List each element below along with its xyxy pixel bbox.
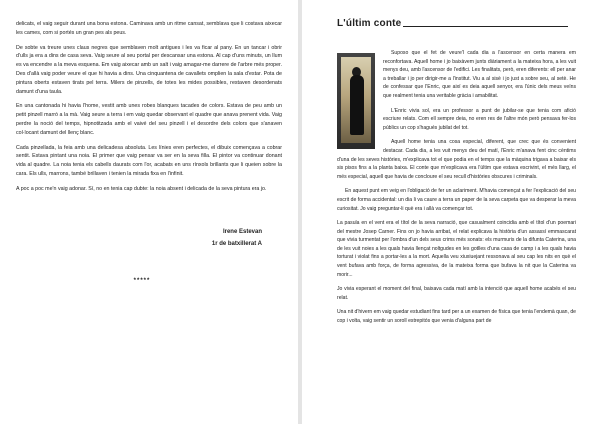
right-paragraph-1: Suposo que el fet de veure'l cada dia a l'ascensor en certa manera em reconfortava. Aquell home i jo baixàvem junts diàriament a la mateixa hora, a les vuit menys deu, amb l'ascensor de l'edifici. Les finalitats, però, eren diferents: ell per anar a treballar i jo per dirigir-me a l'institut. Viu a al sisè i jo just a sobre seu, al setè. He de confessar que l'Enric, que així es deia aquell senyor, era l'únic dels meus veïns que realment tenia una veritable gràcia i amabilitat. — [383, 50, 576, 99]
elevator-photo — [337, 53, 375, 149]
left-column — [16, 20, 282, 284]
title-underline — [403, 26, 568, 27]
right-page — [302, 0, 600, 424]
photo-figure — [350, 75, 364, 135]
author-course: 1r de batxillerat A — [211, 240, 262, 247]
right-paragraph-6: Jo vivia esperant el moment del final, baixava cada matí amb la intenció que aquell home acabés el seu relat. — [337, 286, 576, 301]
author-name: Irene Estevan — [222, 228, 262, 235]
left-paragraph-5: A poc a poc me'n vaig adonar. Sí, no en tenia cap dubte: la noia absent i delicada de la seva pintura era jo. — [16, 185, 267, 192]
right-column — [337, 18, 576, 332]
right-paragraph-4: En aquest punt em veig en l'obligació de fer un aclariment. M'havia començat a fer l'explicació del seu escrit de forma accidental: un dia li va caure a terra un paper de la seva carpeta que va desperar la meva curiositat. Jo vaig preguntar-li què era i allà va començar tot. — [337, 188, 576, 212]
story-title — [337, 18, 576, 29]
right-paragraph-5: La pasula en el vent era el títol de la seva narració, que casualment coincidia amb el títol d'un poemari del mestre Josep Carner. Fins on jo havia arribat, el relat explicava la història d'un assassí emmascarat que vivia turmentat per l'ombra d'un dels seus crims més sonats: els murmuris de la difunta Caterina, una de les vuit noies a les quals havia llençat noltgudes en les gotlles d'una casa de camp i a les quals havia torturat i violat fins a portar-les a la mort. Aquella veu xiuxiuejant ressonava al seu cap les nits en què el vent bufava amb força, de forma agressiva, de la mateixa forma que bufava la nit que la Caterina va morir... — [337, 220, 576, 278]
right-paragraph-3: Aquell home tenia una cosa especial, diferent, que crec que és convenient destacar. Cada dia, a les vuit menys deu del matí, l'Enric m'anava fent cinc cèntims d'una de les seves històries, m'explicava tot el que podia en el temps que la màquina trigava a baixar els sis pisos fins a la planta baixa. El conte que m'explicava era l'últim que estava escrivint, el més llarg, el més especial, aquell que havia de concloure el seu recull d'històries obscures i criminals. — [337, 139, 576, 180]
right-paragraph-7: Una nit d'hivern em vaig quedar estudiant fins tard per a un examen de física que tenia l'endemà quan, de cop i volta, vaig sentir un soroll estrepitós que venia d'alguna part de — [337, 309, 576, 325]
left-paragraph-4: Cada pinzellada, la feia amb una delicadesa absoluta. Les línies eren perfectes, el dibuix començava a cobrar sentit. Estava pintant una noia. El primer que vaig pensar va ser en la seva filla. El pintor va continuar donant vida al quadre. La noia tenia els cabells daurats com l'or, acabats en uns rínxols brillants que li queien sobre la cara. Els ulls, marrons, també brillaven i tenien la mirada fixa en l'infinit. — [16, 144, 282, 177]
right-paragraph-2: L'Enric vivia sol, era un professor a punt de jubilar-se que tenia com afició escriure relats. Com ell sempre deia, no eren res de l'altre món però pensava fer-los públics un cop s'hagués jubilat del tot. — [383, 107, 576, 131]
left-paragraph-1: delicats, el vaig seguir durant una bona estona. Caminava amb un ritme cansat, semblava que li costava aixecar les cames, com si portés un gran pes als peus. — [16, 21, 282, 36]
left-page — [0, 0, 298, 424]
signature-block — [16, 226, 282, 250]
left-paragraph-2: De sobte va treure unes claus negres que semblaven molt antigues i les va ficar al pany. En un tancar i obrir d'ulls ja era a dins de casa seva. Vaig seure al seu portal per descansar una estona. Al cap d'uns minuts, un llum es va encendre a la meva esquena. Em vaig aixecar amb un salt i vaig amagar-me darrere de l'arbre més proper. Des d'allà vaig poder veure el que hi havia a dins. Una cinquantena de cavallets omplien la sala d'estar. Pota de pintura oberts estaven tirats pel terra. Milers de pinzells, de totes les mides possibles, restaven desordenats damunt d'una taula. — [16, 44, 282, 95]
section-stars: ***** — [133, 277, 151, 284]
photo-image — [337, 53, 375, 149]
story-title-text: L'últim conte — [337, 18, 402, 29]
left-paragraph-3: En una cantonada hi havia l'home, vestit amb unes robes blanques tacades de colors. Estava de peu amb un petit pinzell marró a la mà. Vaig seure a terra i em vaig quedar observant el quadre que anava prenent vida. Vaig perdre la noció del temps, hipnotitzada amb el vaivé del seu pinzell i el desordre dels colors que s'anaven col·locant damunt del llenç blanc. — [16, 103, 282, 136]
